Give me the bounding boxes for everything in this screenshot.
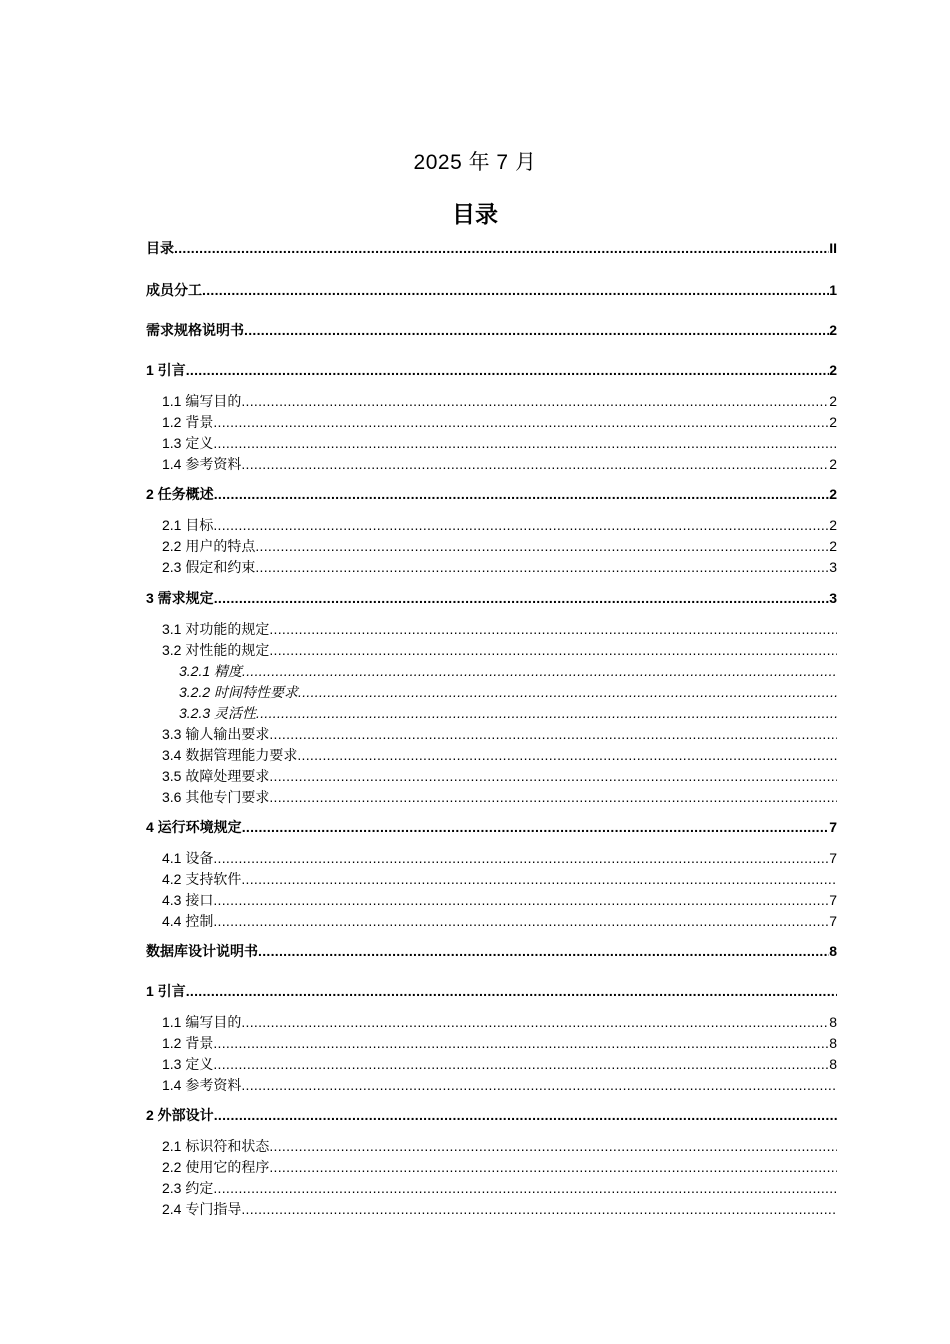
toc-entry-label: 1.1 编写目的	[162, 1014, 242, 1030]
toc-entry[interactable]	[146, 869, 837, 889]
toc-entry-label: 数据库设计说明书	[146, 943, 258, 959]
toc-entry-page: 8	[829, 1056, 837, 1072]
toc-entry-page: 3	[829, 590, 837, 606]
toc-entry[interactable]	[146, 981, 837, 1001]
toc-entry[interactable]	[146, 787, 837, 807]
toc-dot-leader	[255, 536, 829, 556]
toc-dot-leader	[213, 1178, 837, 1198]
toc-dot-leader	[256, 703, 837, 723]
toc-entry-label: 3.4 数据管理能力要求	[162, 747, 298, 763]
toc-entry-page: 2	[829, 414, 837, 430]
toc-dot-leader	[214, 588, 830, 608]
toc-dot-leader	[213, 433, 837, 453]
toc-entry[interactable]	[146, 766, 837, 786]
toc-dot-leader	[269, 1136, 837, 1156]
toc-entry[interactable]	[146, 1033, 837, 1053]
toc-entry-label: 3.1 对功能的规定	[162, 621, 270, 637]
toc-dot-leader	[186, 360, 830, 380]
toc-entry-page: 3	[829, 559, 837, 575]
toc-entry[interactable]	[146, 1136, 837, 1156]
toc-dot-leader	[241, 391, 829, 411]
toc-entry[interactable]	[146, 640, 837, 660]
toc-dot-leader	[186, 981, 837, 1001]
toc-dot-leader	[213, 911, 829, 931]
toc-entry-label: 3.6 其他专门要求	[162, 789, 270, 805]
toc-entry-label: 2 外部设计	[146, 1107, 214, 1123]
toc-entry[interactable]	[146, 391, 837, 411]
toc-dot-leader	[241, 1012, 829, 1032]
toc-dot-leader	[241, 869, 837, 889]
toc-entry[interactable]	[146, 911, 837, 931]
toc-entry-label: 2.2 使用它的程序	[162, 1159, 270, 1175]
toc-entry[interactable]	[146, 515, 837, 535]
toc-entry[interactable]	[146, 619, 837, 639]
toc-entry[interactable]	[146, 1178, 837, 1198]
toc-entry-label: 1 引言	[146, 983, 186, 999]
toc-entry-page: 8	[829, 1014, 837, 1030]
toc-entry-label: 3.2.1 精度	[179, 663, 243, 679]
toc-entry[interactable]	[146, 360, 837, 380]
toc-entry[interactable]	[146, 1199, 837, 1219]
toc-entry-page: 7	[829, 913, 837, 929]
toc-entry-label: 3.2 对性能的规定	[162, 642, 270, 658]
toc-entry-label: 2.3 约定	[162, 1180, 214, 1196]
toc-entry-label: 目录	[146, 240, 174, 256]
toc-entry-label: 2.3 假定和约束	[162, 559, 256, 575]
toc-entry-page: 2	[829, 322, 837, 338]
toc-entry-page: 1	[829, 282, 837, 298]
toc-entry-label: 1.2 背景	[162, 414, 214, 430]
toc-dot-leader	[242, 661, 837, 681]
toc-dot-leader	[244, 320, 829, 340]
toc-entry-label: 1.1 编写目的	[162, 393, 242, 409]
toc-entry-label: 2.4 专门指导	[162, 1201, 242, 1217]
toc-entry[interactable]	[146, 433, 837, 453]
toc-dot-leader	[297, 745, 837, 765]
toc-entry[interactable]	[146, 280, 837, 300]
toc-entry-label: 1.3 定义	[162, 1056, 214, 1072]
toc-dot-leader	[202, 280, 829, 300]
toc-entry-page: 2	[829, 538, 837, 554]
toc-entry[interactable]	[146, 1054, 837, 1074]
toc-entry-page: 2	[829, 486, 837, 502]
toc-entry-page: II	[829, 240, 837, 256]
toc-entry-label: 4.2 支持软件	[162, 871, 242, 887]
toc-dot-leader	[242, 817, 830, 837]
toc-dot-leader	[269, 1157, 837, 1177]
toc-heading: 目录	[452, 201, 498, 227]
toc-entry-label: 成员分工	[146, 282, 202, 298]
toc-entry[interactable]	[146, 848, 837, 868]
toc-dot-leader	[255, 557, 829, 577]
toc-entry-page: 2	[829, 456, 837, 472]
toc-entry[interactable]	[146, 1012, 837, 1032]
toc-entry[interactable]	[146, 745, 837, 765]
toc-entry-label: 4.3 接口	[162, 892, 214, 908]
toc-entry[interactable]	[146, 682, 837, 702]
toc-entry-label: 1.4 参考资料	[162, 1077, 242, 1093]
document-date: 2025 年 7 月	[413, 151, 537, 174]
toc-entry-label: 4 运行环境规定	[146, 819, 242, 835]
toc-entry[interactable]	[146, 320, 837, 340]
toc-entry-page: 8	[829, 1035, 837, 1051]
toc-dot-leader	[174, 238, 829, 258]
toc-entry-page: 2	[829, 517, 837, 533]
toc-dot-leader	[269, 787, 837, 807]
toc-dot-leader	[213, 1033, 829, 1053]
toc-entry-label: 3.3 输人输出要求	[162, 726, 270, 742]
toc-dot-leader	[213, 1054, 829, 1074]
toc-dot-leader	[269, 724, 837, 744]
toc-entry-label: 2.2 用户的特点	[162, 538, 256, 554]
toc-dot-leader	[298, 682, 837, 702]
toc-entry-label: 需求规格说明书	[146, 322, 244, 338]
toc-entry-page: 7	[829, 819, 837, 835]
toc-entry-label: 3.2.2 时间特性要求	[179, 684, 299, 700]
toc-entry[interactable]	[146, 238, 837, 258]
toc-dot-leader	[214, 1105, 837, 1125]
toc-entry-label: 4.1 设备	[162, 850, 214, 866]
toc-dot-leader	[269, 766, 837, 786]
toc-dot-leader	[214, 484, 830, 504]
toc-dot-leader	[241, 1075, 837, 1095]
toc-entry-label: 2.1 标识符和状态	[162, 1138, 270, 1154]
toc-entry-label: 1.3 定义	[162, 435, 214, 451]
toc-dot-leader	[213, 848, 829, 868]
toc-dot-leader	[213, 890, 829, 910]
toc-entry-page: 2	[829, 362, 837, 378]
toc-entry-label: 3.2.3 灵活性	[179, 705, 257, 721]
toc-entry-label: 1.4 参考资料	[162, 456, 242, 472]
toc-dot-leader	[241, 454, 829, 474]
toc-entry[interactable]	[146, 484, 837, 504]
toc-dot-leader	[269, 619, 837, 639]
toc-dot-leader	[213, 515, 829, 535]
toc-entry-label: 3 需求规定	[146, 590, 214, 606]
toc-entry[interactable]	[146, 1075, 837, 1095]
toc-dot-leader	[241, 1199, 837, 1219]
toc-dot-leader	[258, 941, 829, 961]
toc-entry[interactable]	[146, 703, 837, 723]
toc-entry[interactable]	[146, 412, 837, 432]
toc-entry-label: 1 引言	[146, 362, 186, 378]
toc-entry[interactable]	[146, 1157, 837, 1177]
toc-entry[interactable]	[146, 588, 837, 608]
toc-entry[interactable]	[146, 536, 837, 556]
toc-dot-leader	[269, 640, 837, 660]
toc-entry-label: 2.1 目标	[162, 517, 214, 533]
toc-entry[interactable]	[146, 661, 837, 681]
toc-entry[interactable]	[146, 890, 837, 910]
toc-dot-leader	[213, 412, 829, 432]
toc-entry-label: 3.5 故障处理要求	[162, 768, 270, 784]
toc-entry-label: 4.4 控制	[162, 913, 214, 929]
toc-entry[interactable]	[146, 724, 837, 744]
toc-entry-page: 2	[829, 393, 837, 409]
toc-entry[interactable]	[146, 557, 837, 577]
toc-entry-page: 7	[829, 850, 837, 866]
toc-entry[interactable]	[146, 454, 837, 474]
toc-entry-label: 2 任务概述	[146, 486, 214, 502]
toc-entry-label: 1.2 背景	[162, 1035, 214, 1051]
toc-entry[interactable]	[146, 1105, 837, 1125]
toc-entry-page: 8	[829, 943, 837, 959]
toc-entry-page: 7	[829, 892, 837, 908]
toc-entry[interactable]	[146, 941, 837, 961]
toc-entry[interactable]	[146, 817, 837, 837]
